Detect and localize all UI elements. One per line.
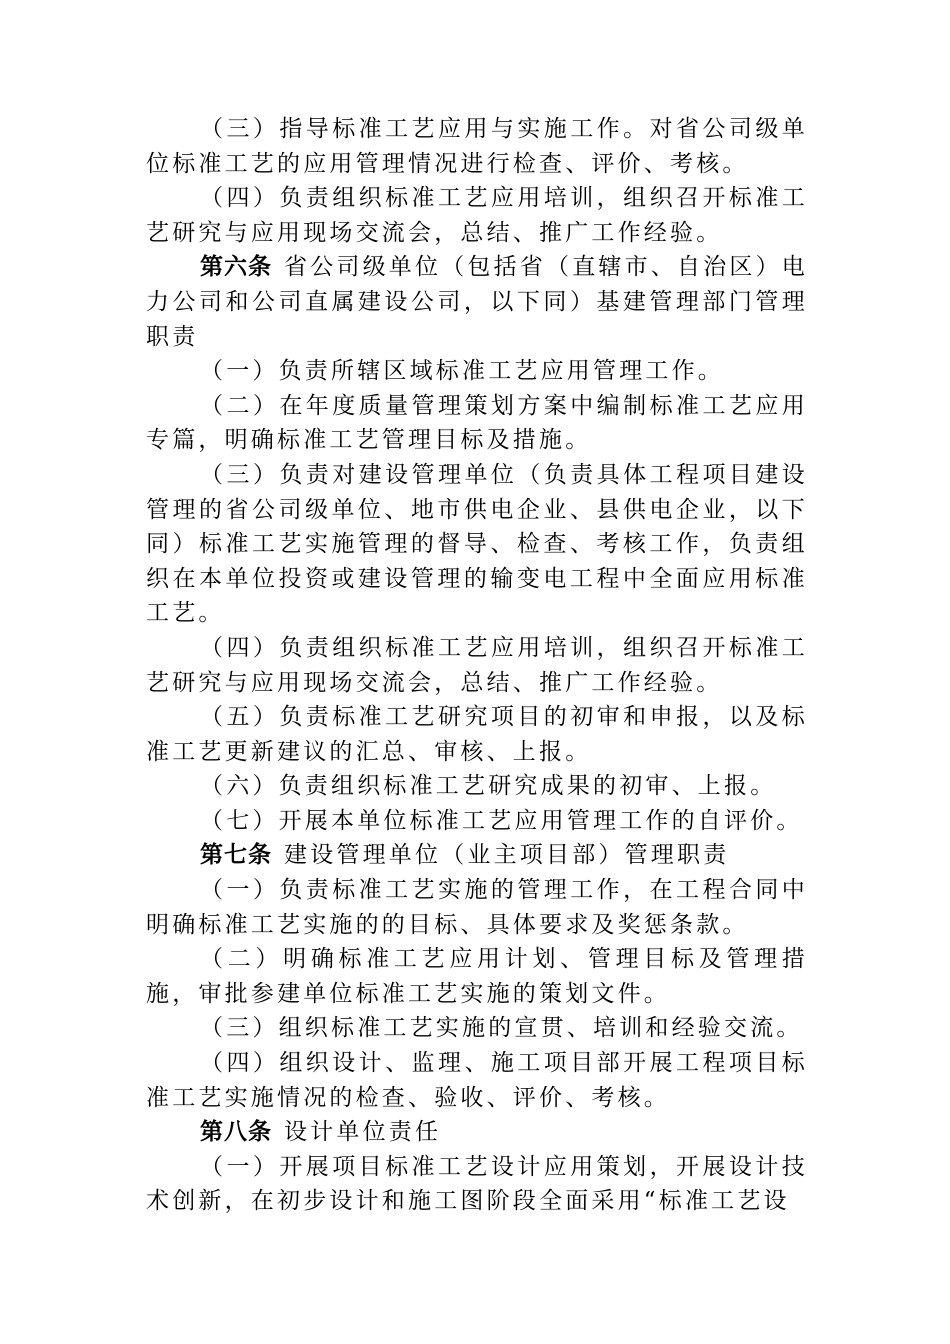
paragraph-item: （一）负责标准工艺实施的管理工作，在工程合同中明确标准工艺实施的的目标、具体要求及奖惩条款。 <box>146 877 808 938</box>
paragraph-item: （三）组织标准工艺实施的宣贯、培训和经验交流。 <box>200 1015 803 1042</box>
paragraph-item: （五）负责标准工艺研究项目的初审和申报，以及标准工艺更新建议的汇总、审核、上报。 <box>146 704 808 765</box>
article-text: 建设管理单位（业主项目部）管理职责 <box>284 842 730 869</box>
paragraph-item: （一）负责所辖区域标准工艺应用管理工作。 <box>200 358 724 385</box>
paragraph-item: （六）负责组织标准工艺研究成果的初审、上报。 <box>200 773 777 800</box>
article-paragraph <box>146 838 808 873</box>
paragraph-item: （四）组织设计、监理、施工项目部开展工程项目标准工艺实施情况的检查、验收、评价、考核。 <box>146 1050 808 1111</box>
article-number: 第六条 <box>200 253 272 281</box>
article-text: 设计单位责任 <box>284 1119 442 1146</box>
paragraph-item: （二）在年度质量管理策划方案中编制标准工艺应用专篇，明确标准工艺管理目标及措施。 <box>146 392 808 454</box>
article-number: 第八条 <box>200 1118 272 1146</box>
article-number: 第七条 <box>200 841 272 869</box>
paragraph-item: （三）指导标准工艺应用与实施工作。对省公司级单位标准工艺的应用管理情况进行检查、评价、考核。 <box>146 116 808 177</box>
article-paragraph <box>146 1115 808 1150</box>
paragraph-item: （二）明确标准工艺应用计划、管理目标及管理措施，审批参建单位标准工艺实施的策划文件。 <box>146 946 808 1007</box>
paragraph-item: （四）负责组织标准工艺应用培训，组织召开标准工艺研究与应用现场交流会，总结、推广工作经验。 <box>146 185 808 246</box>
paragraph-item: （四）负责组织标准工艺应用培训，组织召开标准工艺研究与应用现场交流会，总结、推广工作经验。 <box>146 634 808 696</box>
paragraph-item: （七）开展本单位标准工艺应用管理工作的自评价。 <box>200 807 803 834</box>
article-paragraph <box>146 250 808 354</box>
document-page <box>146 112 808 1219</box>
article-text: 省公司级单位（包括省（直辖市、自治区）电力公司和公司直属建设公司，以下同）基建管理部门管理职责 <box>146 254 808 350</box>
paragraph-item: （一）开展项目标准工艺设计应用策划，开展设计技术创新，在初步设计和施工图阶段全面采用“标准工艺设 <box>146 1153 808 1215</box>
paragraph-item: （三）负责对建设管理单位（负责具体工程项目建设管理的省公司级单位、地市供电企业、县供电企业，以下同）标准工艺实施管理的督导、检查、考核工作，负责组织在本单位投资或建设管理的输变电工程中全面应用标准工艺。 <box>146 461 808 627</box>
